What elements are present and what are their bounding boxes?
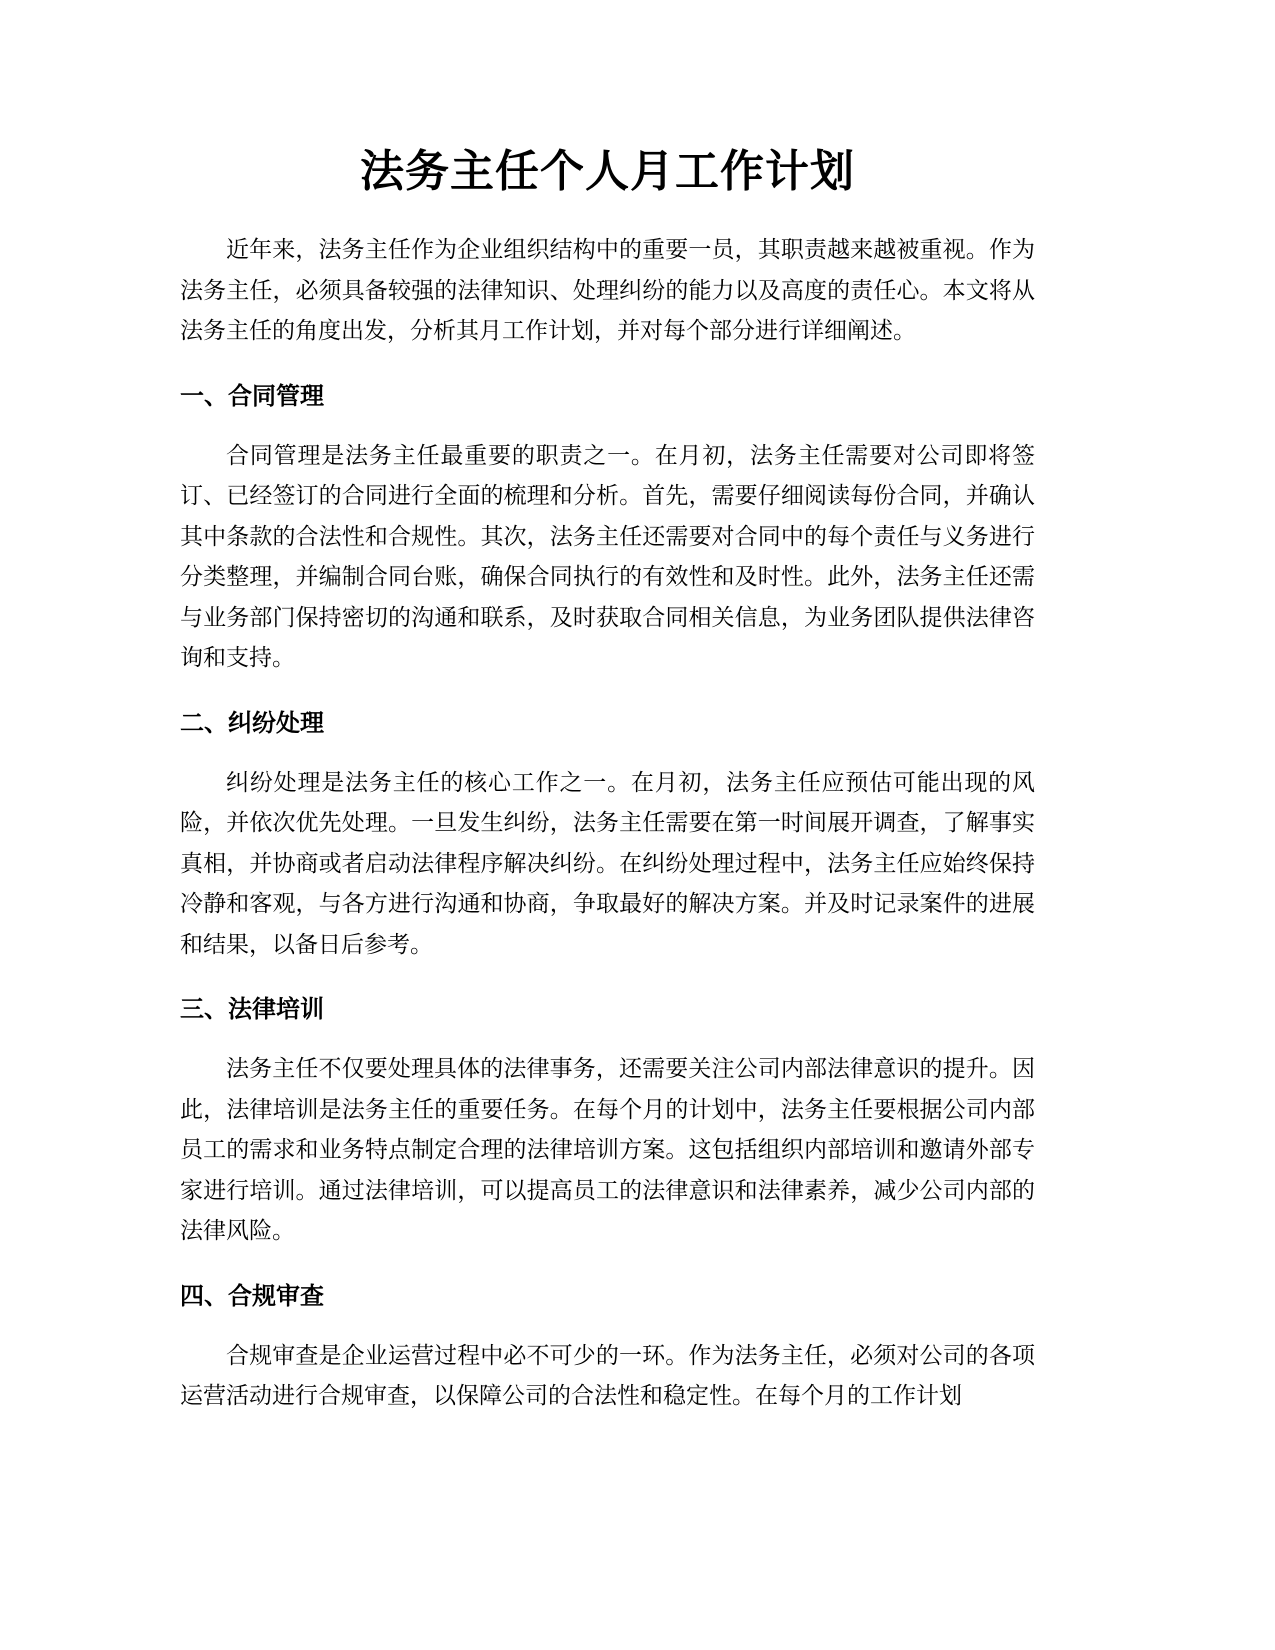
document-page	[180, 140, 1035, 1417]
section-compliance-review	[180, 1276, 1035, 1417]
section-paragraph: 法务主任不仅要处理具体的法律事务，还需要关注公司内部法律意识的提升。因此，法律培训是法务主任的重要任务。在每个月的计划中，法务主任要根据公司内部员工的需求和业务特点制定合理的法律培训方案。这包括组织内部培训和邀请外部专家进行培训。通过法律培训，可以提高员工的法律意识和法律素养，减少公司内部的法律风险。	[180, 1056, 1035, 1244]
section-legal-training	[180, 989, 1035, 1252]
section-heading: 四、合规审查	[180, 1281, 324, 1310]
section-contract-management	[180, 376, 1035, 679]
section-heading: 一、合同管理	[180, 381, 324, 410]
document-title: 法务主任个人月工作计划	[360, 146, 855, 197]
section-heading: 二、纠纷处理	[180, 708, 324, 737]
section-heading: 三、法律培训	[180, 995, 324, 1023]
section-paragraph: 纠纷处理是法务主任的核心工作之一。在月初，法务主任应预估可能出现的风险，并依次优先处理。一旦发生纠纷，法务主任需要在第一时间展开调查，了解事实真相，并协商或者启动法律程序解决纠纷。在纠纷处理过程中，法务主任应始终保持冷静和客观，与各方进行沟通和协商，争取最好的解决方案。并及时记录案件的进展和结果，以备日后参考。	[180, 769, 1035, 958]
section-paragraph: 合同管理是法务主任最重要的职责之一。在月初，法务主任需要对公司即将签订、已经签订的合同进行全面的梳理和分析。首先，需要仔细阅读每份合同，并确认其中条款的合法性和合规性。其次，法务主任还需要对合同中的每个责任与义务进行分类整理，并编制合同台账，确保合同执行的有效性和及时性。此外，法务主任还需与业务部门保持密切的沟通和联系，及时获取合同相关信息，为业务团队提供法律咨询和支持。	[180, 442, 1035, 671]
intro-paragraph: 近年来，法务主任作为企业组织结构中的重要一员，其职责越来越被重视。作为法务主任，必须具备较强的法律知识、处理纠纷的能力以及高度的责任心。本文将从法务主任的角度出发，分析其月工作计划，并对每个部分进行详细阐述。	[180, 237, 1035, 344]
section-dispute-handling	[180, 703, 1035, 966]
section-paragraph: 合规审查是企业运营过程中必不可少的一环。作为法务主任，必须对公司的各项运营活动进行合规审查，以保障公司的合法性和稳定性。在每个月的工作计划	[180, 1342, 1035, 1409]
